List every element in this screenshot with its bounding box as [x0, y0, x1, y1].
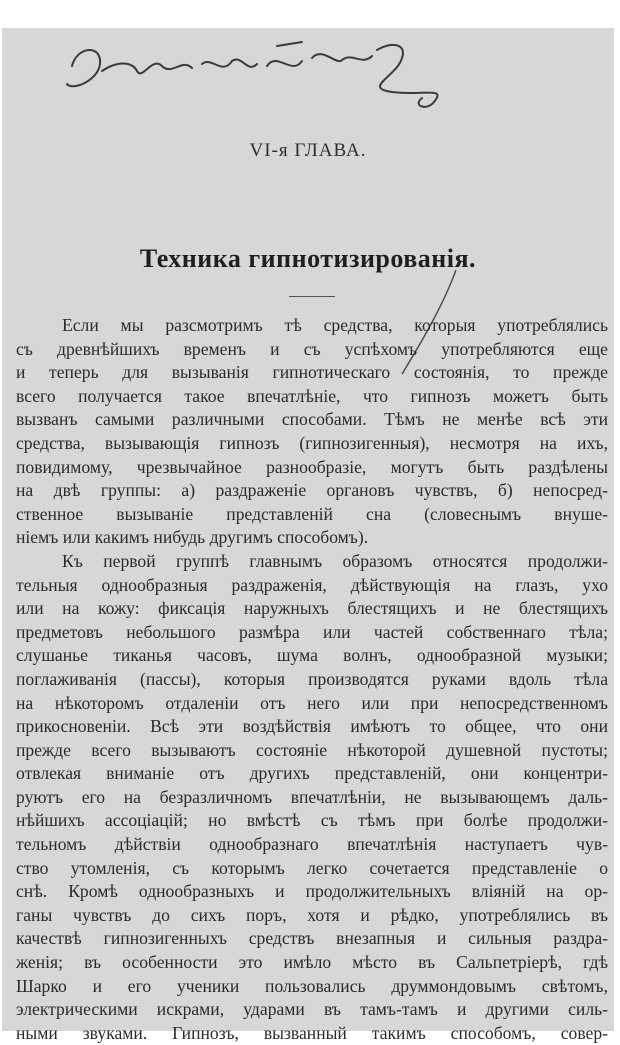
- text-line: поглаживанія (пассы), которыя производятся руками вдоль тѣла: [16, 668, 608, 689]
- text-line: тельныя однообразныя раздраженія, дѣйствующія на глазъ, ухо: [16, 574, 608, 595]
- chapter-title: Техника гипнотизированія.: [139, 244, 477, 273]
- text-line: съ древнѣйшихъ временъ и съ успѣхомъ употребляются еще: [16, 338, 608, 359]
- text-line: руютъ его на безразличномъ впечатлѣніи, не вызывающемъ даль-: [16, 786, 608, 807]
- text-line: всего получается такое впечатлѣніе, что гипнозъ можетъ быть: [16, 385, 608, 406]
- text-line: вызванъ самыми различными способами. Тѣмъ не менѣе всѣ эти: [16, 409, 608, 430]
- handwritten-signature: [62, 36, 442, 116]
- text-line: и теперь для вызыванія гипнотическаго состоянія, то прежде: [16, 362, 608, 383]
- text-line: или на кожу: фиксація наружныхъ блестящихъ и не блестящихъ: [16, 598, 608, 619]
- chapter-heading: VI-я ГЛАВА.: [249, 140, 367, 161]
- text-line: слушанье тиканья часовъ, шума волнъ, однообразной музыки;: [16, 645, 608, 666]
- text-line: электрическими искрами, ударами въ тамъ-тамъ и другими силь-: [16, 999, 608, 1020]
- text-line: нѣйшихъ ассоціацій; но вмѣстѣ съ тѣмъ при болѣе продолжи-: [16, 810, 608, 831]
- text-line: повидимому, чрезвычайное разнообразіе, могутъ быть раздѣлены: [16, 456, 608, 477]
- text-line: прикосновеніи. Всѣ эти воздѣйствія имѣютъ то общее, что они: [16, 716, 608, 737]
- text-line: ство утомленія, съ которымъ легко сочетается представленіе о: [16, 857, 608, 878]
- text-line: предметовъ небольшого размѣра или частей собственнаго тѣла;: [16, 621, 608, 642]
- text-line: женія; въ особенности это имѣло мѣсто въ Сальпетріерѣ, гдѣ: [16, 952, 608, 973]
- text-line: на нѣкоторомъ отдаленіи отъ него или при непосредственномъ: [16, 692, 608, 713]
- text-line: качествѣ гипнозигенныхъ средствъ внезапныя и сильныя раздра-: [16, 928, 608, 949]
- text-line: средства, вызывающія гипнозъ (гипнозигенныя), несмотря на ихъ,: [16, 432, 608, 453]
- text-line: ственное вызываніе представленій сна (словеснымъ внуше-: [16, 503, 608, 524]
- text-line: ными звуками. Гипнозъ, вызванный такимъ способомъ, совер-: [16, 1022, 608, 1043]
- text-line: Къ первой группѣ главнымъ образомъ относятся продолжи-: [62, 550, 608, 571]
- text-line: тельномъ дѣйствіи однообразнаго впечатлѣнія наступаетъ чув-: [16, 834, 608, 855]
- title-divider: [289, 296, 335, 297]
- body-text: [16, 314, 608, 1045]
- text-line: на двѣ группы: а) раздраженіе органовъ чувствъ, б) непосред-: [16, 480, 608, 501]
- text-line: Шарко и его ученики пользовались друммондовымъ свѣтомъ,: [16, 975, 608, 996]
- text-line: снѣ. Кромѣ однообразныхъ и продолжительныхъ вліяній на ор-: [16, 881, 608, 902]
- book-page: [2, 28, 614, 1043]
- paragraph-2: [16, 550, 608, 1045]
- text-line: прежде всего вызываютъ состояніе нѣкоторой душевной пустоты;: [16, 739, 608, 760]
- text-line: ганы чувствъ до сихъ поръ, хотя и рѣдко, употреблялись въ: [16, 904, 608, 925]
- paragraph-1: [16, 314, 608, 550]
- text-line: ніемъ или какимъ нибудь другимъ способомъ).: [16, 527, 369, 548]
- text-line: отвлекая вниманіе отъ другихъ представленій, они концентри-: [16, 763, 608, 784]
- text-line: Если мы разсмотримъ тѣ средства, которыя употреблялись: [62, 315, 608, 335]
